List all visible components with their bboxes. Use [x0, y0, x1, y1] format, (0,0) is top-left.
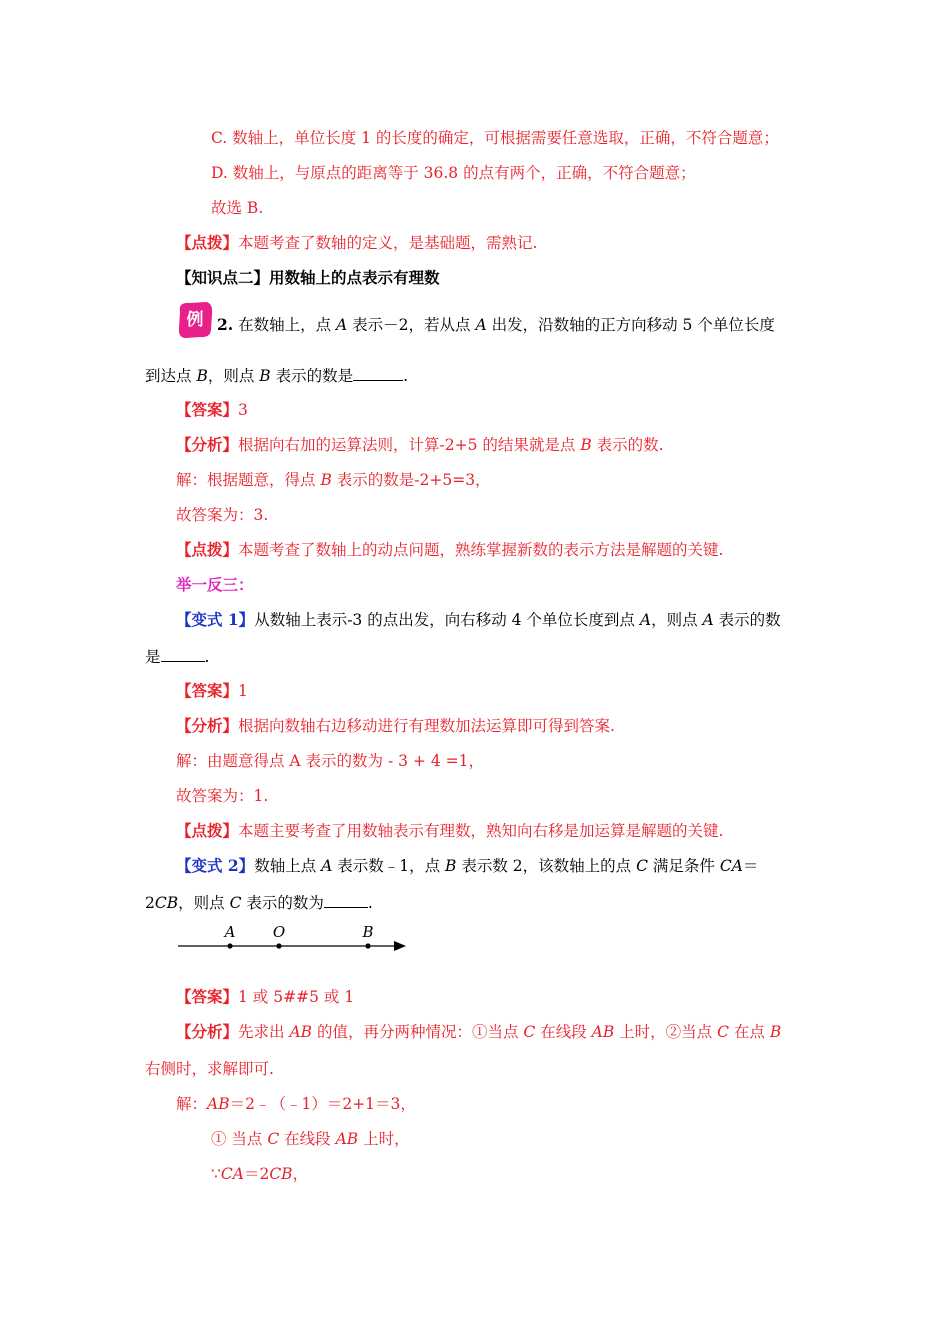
solution-line-c: C. 数轴上，单位长度 1 的长度的确定，可根据需要任意选取，正确，不符合题意； — [211, 129, 779, 147]
analysis-text: 根据向数轴右边移动进行有理数加法运算即可得到答案. — [238, 717, 615, 735]
variant2-solution-line3 — [211, 1164, 308, 1184]
q-text: 表示的数 — [713, 611, 781, 629]
solution-text: ∵ — [211, 1165, 221, 1183]
q-var: C — [229, 894, 242, 912]
variant2-analysis-line1 — [176, 1022, 781, 1042]
solution-var: B — [320, 471, 332, 489]
q-var: C — [636, 857, 648, 875]
q-text: ，则点 — [178, 894, 230, 912]
example-badge-icon — [176, 300, 214, 340]
q-text: . — [403, 367, 409, 385]
example2-solution — [176, 470, 491, 490]
axis-label-a: A — [224, 923, 236, 941]
point-b — [365, 943, 370, 948]
point-o — [276, 943, 281, 948]
q-text: 在数轴上，点 — [233, 316, 337, 334]
analysis-var: AB — [289, 1023, 313, 1041]
q-var: CB — [154, 894, 179, 912]
answer-blank — [161, 647, 205, 662]
q-text: 表示数﹣1，点 — [332, 857, 446, 875]
variant1-final: 故答案为：1. — [176, 787, 269, 805]
example2-analysis — [176, 435, 664, 455]
analysis-text: 先求出 — [238, 1023, 290, 1041]
analysis-var: B — [580, 436, 592, 454]
point-a — [227, 943, 232, 948]
axis-label-b: B — [362, 923, 374, 941]
solution-var: CA — [220, 1165, 244, 1183]
tip-label: 【点拨】 — [176, 540, 239, 559]
answer-blank — [353, 366, 403, 381]
q-text: . — [367, 894, 373, 912]
q-text: 数轴上点 — [254, 857, 322, 875]
analysis-text: 在线段 — [535, 1023, 592, 1041]
variant2-analysis-line2: 右侧时，求解即可. — [145, 1060, 274, 1078]
analysis-var: C — [523, 1023, 536, 1041]
q-var: A — [702, 611, 714, 629]
variant1-label: 【变式 1】 — [176, 610, 255, 629]
q-var: B — [259, 367, 271, 385]
variant1-solution: 解：由题意得点 A 表示的数为 - 3 + 4 =1， — [176, 752, 484, 770]
q-text: 表示的数是 — [270, 367, 354, 385]
analysis-var: C — [717, 1023, 729, 1041]
variant2-question-line1 — [176, 856, 758, 876]
variant1-question-line1 — [176, 610, 781, 630]
q-text: 表示数 2，该数轴上的点 — [456, 857, 637, 875]
q-text: 表示－2，若从点 — [347, 316, 476, 334]
q-text: 是 — [145, 648, 161, 666]
solution-text: 在线段 — [279, 1130, 336, 1148]
solution-text: 表示的数是-2+5=3， — [331, 471, 491, 489]
example2-final: 故答案为：3. — [176, 506, 269, 524]
variant2-answer — [176, 987, 354, 1007]
example2-question-line1 — [217, 315, 775, 335]
tip-text: 本题考查了数轴上的动点问题，熟练掌握新数的表示方法是解题的关键. — [238, 541, 724, 559]
q-text: ，则点 — [651, 611, 703, 629]
q-var: CA — [719, 857, 743, 875]
axis-arrow-icon — [394, 941, 406, 951]
q-text: 2 — [145, 894, 155, 912]
analysis-var: B — [769, 1023, 782, 1041]
q-var: A — [639, 611, 652, 629]
solution-var: AB — [335, 1130, 359, 1148]
q-text: . — [204, 648, 210, 666]
solution-text: 解： — [176, 1095, 208, 1113]
example2-tip — [176, 540, 723, 560]
q-text: 到达点 — [145, 367, 197, 385]
answer-label: 【答案】 — [176, 400, 239, 419]
example2-number: 2. — [217, 315, 234, 334]
q-text: 出发，沿数轴的正方向移动 5 个单位长度 — [486, 316, 775, 334]
q-var: A — [321, 857, 333, 875]
answer-value: 1 或 5##5 或 1 — [238, 988, 355, 1006]
q-var: A — [336, 316, 348, 334]
analysis-var: AB — [591, 1023, 615, 1041]
q-text: 从数轴上表示-3 的点出发，向右移动 4 个单位长度到点 — [254, 611, 640, 629]
solution-var: CB — [269, 1165, 293, 1183]
solution-var: AB — [207, 1095, 230, 1113]
analysis-text: 的值，再分两种情况：①当点 — [312, 1023, 524, 1041]
solution-text: 解：根据题意，得点 — [176, 471, 321, 489]
analysis-label: 【分析】 — [176, 435, 239, 454]
solution-text: ① 当点 — [211, 1130, 268, 1148]
q-var: A — [475, 316, 487, 334]
q-text: 满足条件 — [647, 857, 720, 875]
analysis-text: 根据向右加的运算法则，计算-2+5 的结果就是点 — [238, 436, 581, 454]
tip-text: 本题主要考查了用数轴表示有理数，熟知向右移是加运算是解题的关键. — [238, 822, 724, 840]
analysis-text: 上时，②当点 — [614, 1023, 718, 1041]
q-text: ，则点 — [207, 367, 260, 385]
solution-choice: 故选 B. — [211, 199, 264, 217]
number-line-figure — [172, 920, 412, 960]
analysis-text: 在点 — [728, 1023, 770, 1041]
example2-question-line2 — [145, 366, 408, 386]
tip-text: 本题考查了数轴的定义，是基础题，需熟记. — [238, 234, 538, 252]
analysis-label: 【分析】 — [176, 1022, 239, 1041]
q-text: ＝ — [742, 857, 759, 875]
answer-value: 3 — [238, 401, 248, 419]
solution-var: C — [267, 1130, 280, 1148]
solution-text: ， — [292, 1165, 309, 1183]
q-text: 表示的数为 — [241, 894, 324, 912]
section-title: 【知识点二】用数轴上的点表示有理数 — [176, 268, 440, 287]
variant2-question-line2 — [145, 893, 373, 913]
solution-text: 上时， — [358, 1130, 410, 1148]
variant1-analysis — [176, 716, 615, 736]
variant2-solution-line1 — [176, 1094, 416, 1114]
solution-text: ＝2 — [243, 1165, 270, 1183]
q-var: B — [445, 857, 457, 875]
variant1-answer — [176, 681, 248, 701]
variant2-solution-line2 — [211, 1129, 410, 1149]
answer-label: 【答案】 — [176, 987, 239, 1006]
example2-answer — [176, 400, 248, 420]
tip-label: 【点拨】 — [176, 233, 239, 252]
analysis-text: 表示的数. — [591, 436, 664, 454]
variant2-label: 【变式 2】 — [176, 856, 255, 875]
example-badge-text: 例 — [186, 310, 204, 330]
solution-text: ＝2﹣（﹣1）＝2+1＝3， — [229, 1095, 416, 1113]
variant1-question-line2 — [145, 647, 209, 667]
tip-label: 【点拨】 — [176, 821, 239, 840]
q-var: B — [196, 367, 208, 385]
solution-line-d: D. 数轴上，与原点的距离等于 36.8 的点有两个，正确，不符合题意； — [211, 164, 696, 182]
axis-label-o: O — [272, 923, 286, 941]
practice-header: 举一反三： — [176, 575, 254, 594]
tip-line — [176, 233, 537, 253]
analysis-label: 【分析】 — [176, 716, 239, 735]
answer-label: 【答案】 — [176, 681, 239, 700]
answer-value: 1 — [238, 682, 248, 700]
answer-blank — [324, 893, 368, 908]
variant1-tip — [176, 821, 723, 841]
